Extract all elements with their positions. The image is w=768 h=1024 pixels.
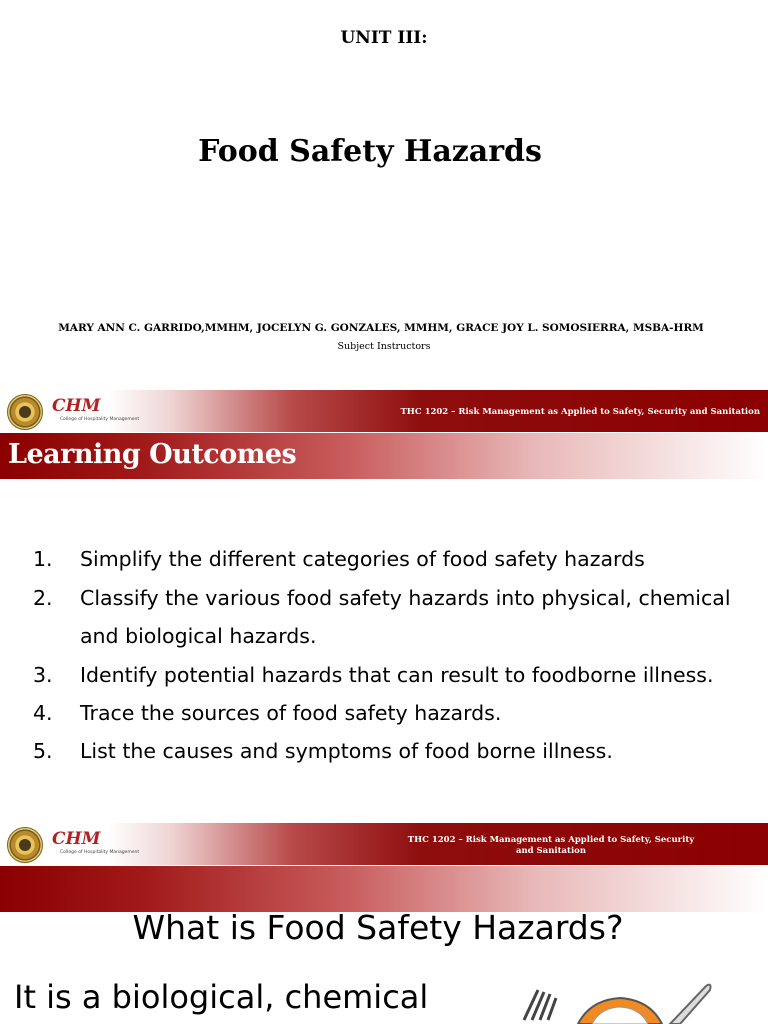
list-item-text: Classify the various food safety hazards into physical, chemical and biological hazards. — [80, 586, 731, 648]
section-title-strip — [0, 433, 768, 479]
college-logo-mark: CHM — [52, 829, 101, 849]
college-logo-subtitle: College of Hospitality Management — [60, 417, 140, 422]
authors-line: MARY ANN C. GARRIDO,MMHM, JOCELYN G. GONZALES, MMHM, GRACE JOY L. SOMOSIERRA, MSBA-HRM — [58, 322, 704, 334]
presentation-title: Food Safety Hazards — [198, 134, 542, 169]
list-item-text: List the causes and symptoms of food borne illness. — [80, 739, 613, 763]
college-logo-mark: CHM — [52, 396, 101, 416]
authors-role: Subject Instructors — [337, 341, 431, 352]
section-title-strip — [0, 866, 768, 912]
college-logo — [52, 396, 140, 428]
slide-body-text: It is a biological, chemical — [14, 978, 429, 1016]
list-item-text: Identify potential hazards that can result to foodborne illness. — [80, 663, 714, 687]
list-item-number: 2. — [33, 586, 53, 610]
list-item-number: 1. — [33, 547, 53, 571]
university-seal-icon — [7, 394, 43, 430]
course-title: THC 1202 – Risk Management as Applied to Safety, Security and Sanitation — [407, 835, 695, 856]
slide-header-band — [0, 823, 768, 865]
list-item-text: Simplify the different categories of food safety hazards — [80, 547, 645, 571]
unit-label: UNIT III: — [340, 28, 428, 48]
list-item-text: Trace the sources of food safety hazards. — [80, 701, 502, 725]
section-title: Learning Outcomes — [8, 439, 297, 470]
college-logo — [52, 829, 140, 861]
list-item-number: 5. — [33, 739, 53, 763]
fork-plate-icon — [520, 980, 720, 1024]
course-title: THC 1202 – Risk Management as Applied to Safety, Security and Sanitation — [400, 407, 760, 417]
list-item-number: 3. — [33, 663, 53, 687]
slide-header-band — [0, 390, 768, 432]
slide-title: What is Food Safety Hazards? — [132, 908, 624, 947]
university-seal-icon — [7, 827, 43, 863]
title-slide — [0, 0, 768, 388]
list-item-number: 4. — [33, 701, 53, 725]
college-logo-subtitle: College of Hospitality Management — [60, 850, 140, 855]
